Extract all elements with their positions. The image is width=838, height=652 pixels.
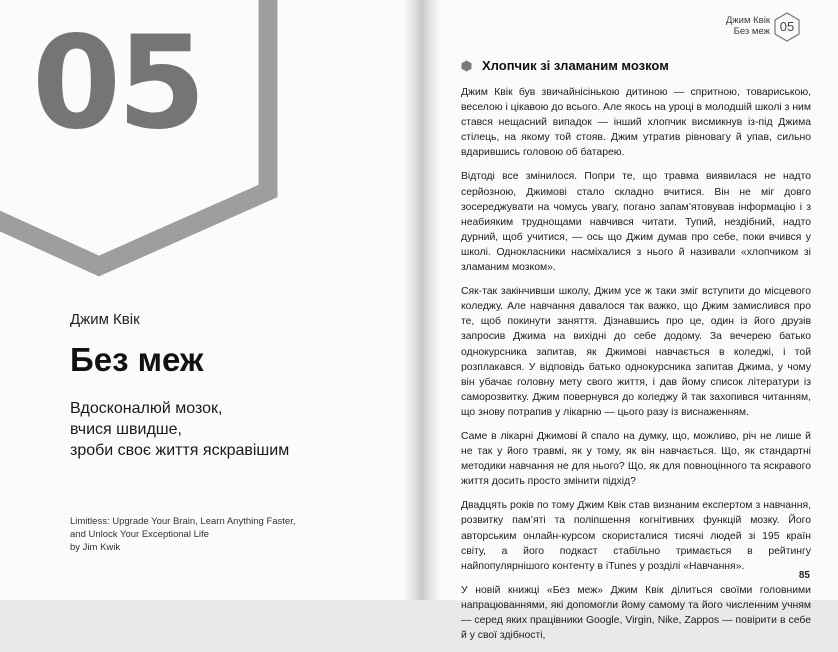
running-head-author: Джим Квік	[725, 15, 770, 26]
paragraph: Саме в лікарні Джимові й спало на думку, що, можливо, річ не лише й не так у його травмі, як у тому, як він навчається. Що, як стандартні методики навчання не для нього? Що, як для повноцінного та яскравого життя досить просто змінити підхід?	[461, 430, 811, 488]
book-subtitle	[70, 398, 289, 461]
section-title-text: Хлопчик зі зламаним мозком	[482, 58, 669, 73]
left-page	[0, 0, 405, 600]
original-title-line: and Unlock Your Exceptional Life	[70, 529, 209, 540]
subtitle-line: вчися швидше,	[70, 421, 182, 438]
book-title: Без меж	[70, 341, 204, 378]
page-number: 85	[798, 570, 810, 581]
running-head-title: Без меж	[733, 26, 770, 37]
original-title-line: Limitless: Upgrade Your Brain, Learn Anything Faster,	[70, 516, 296, 527]
chapter-badge	[773, 12, 801, 42]
original-title	[70, 515, 296, 554]
author-name: Джим Квік	[70, 311, 140, 328]
book-gutter	[405, 0, 439, 600]
subtitle-line: Вдосконалюй мозок,	[70, 400, 223, 417]
paragraph: Відтоді все змінилося. Попри те, що травма виявилася не надто серйозною, Джимові стало складно вчитися. Він не міг довго зосереджувати на чомусь увагу, погано запам’ятовував інформацію і з неабияким труднощами навчився читати. Тупий, нездібний, надто дурний, щоб учитися, — ось що Джим думав про себе, поки вчився у школі. Однокласники насміхалися з нього й називали «хлопчиком зі зламаним мозком».	[461, 171, 811, 274]
running-head	[726, 15, 770, 37]
body-text	[461, 85, 811, 652]
paragraph: Джим Квік був звичайнісінькою дитиною — спритною, товариською, веселою і цікавою до всього. Але якось на уроці в молодшій школі з ним стався нещасний випадок — інший хлопчик висмикнув із-під Джима стілець, на якому той стояв. Джим утратив рівновагу й упав, сильно вдарившись головою об батарею.	[461, 87, 811, 159]
paragraph: Сяк-так закінчивши школу, Джим усе ж таки зміг вступити до місцевого коледжу. Але навчання давалося так важко, що Джим замислився про те, щоб покинути заняття. Дізнавшись про це, один із його друзів запросив Джима на вихідні до себе додому. За вечерею батько однокурсника запитав, як Джимові навчається в коледжі, і той розплакався. У відповідь батько однокурсника запитав Джима, у чому він убачає головну мету свого життя, і дав йому список літератури із саморозвитку. Джим повернувся до коледжу й так захопився читанням, що знову потрапив у лікарню — цього разу із виснаженням.	[461, 286, 811, 418]
hexagon-bullet-icon	[461, 60, 472, 72]
subtitle-line: зроби своє життя яскравішим	[70, 442, 290, 459]
paragraph: У новій книжці «Без меж» Джим Квік ділиться своїми головними напрацюваннями, які допомогли йому самому та його численним учням — серед яких працівники Google, Virgin, Nike, Zappos — повірити в себе й у свої здібності,	[461, 584, 811, 642]
chapter-number: 05	[32, 9, 203, 158]
section-title	[461, 58, 669, 73]
paragraph: Двадцять років по тому Джим Квік став визнаним експертом з навчання, розвитку пам’яті та поліпшення когнітивних функцій мозку. Його авторським онлайн-курсом скористалися тисячі людей зі 195 країн світу, а його подкаст стабільно тримається в рейтингу найпопулярнішого контенту в iTunes у розділі «Навчання».	[461, 500, 811, 572]
original-author-line: by Jim Kwik	[70, 542, 121, 553]
chapter-badge-number: 05	[779, 19, 795, 34]
right-page	[439, 0, 838, 642]
